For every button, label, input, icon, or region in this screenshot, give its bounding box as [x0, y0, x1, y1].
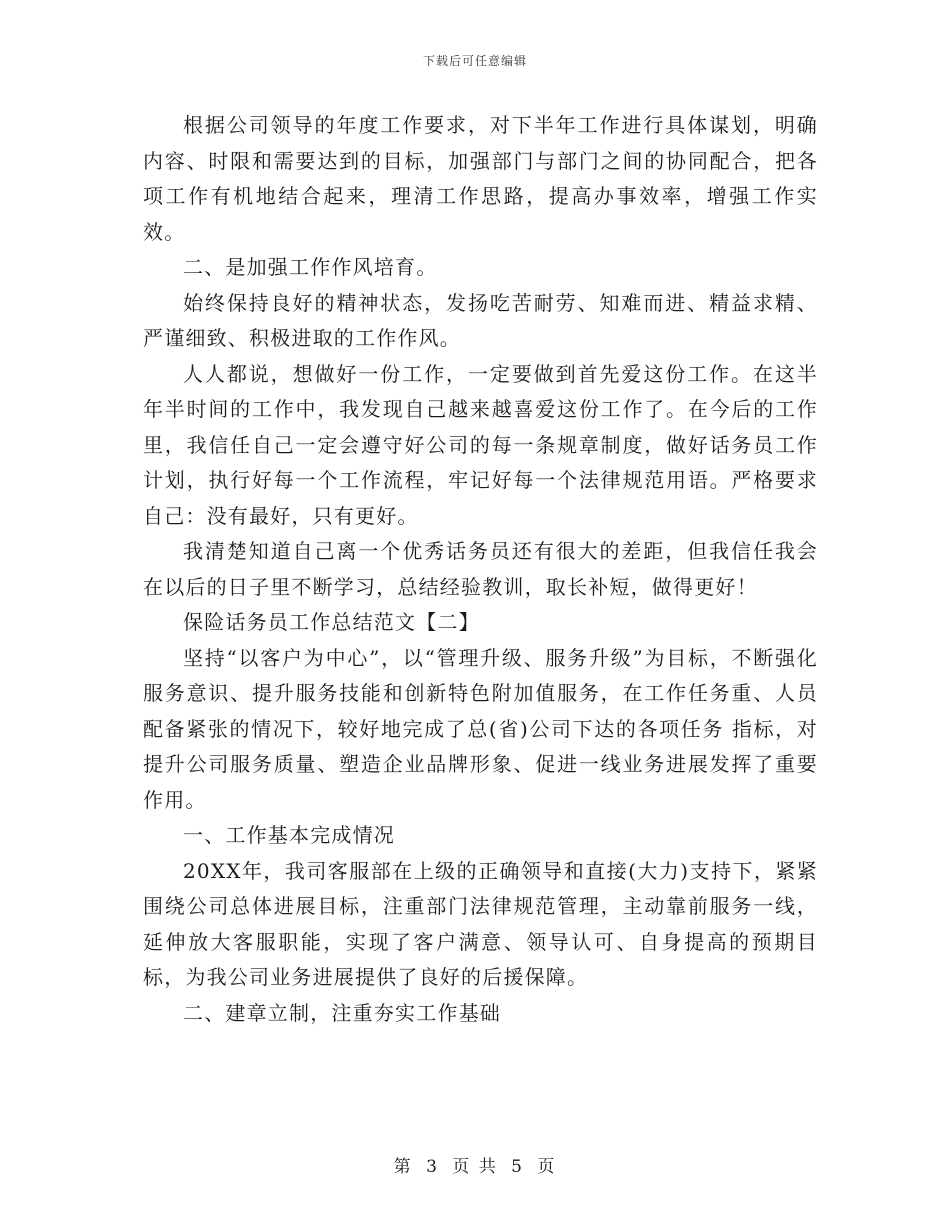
- page-suffix: 页: [537, 1157, 557, 1177]
- page-total-number: 5: [511, 1157, 524, 1177]
- paragraph: 始终保持良好的精神状态，发扬吃苦耐劳、知难而进、精益求精、严谨细致、积极进取的工作作风。: [143, 290, 818, 350]
- paragraph: 坚持“以客户为中心”，以“管理升级、服务升级”为目标，不断强化服务意识、提升服务技能和创新特色附加值服务，在工作任务重、人员配备紧张的情况下，较好地完成了总(省)公司下达的各项任务 指标，对提升公司服务质量、塑造企业品牌形象、促进一线业务进展发挥了重要作用。: [143, 645, 818, 812]
- document-body: [143, 108, 818, 1031]
- section-heading: 二、是加强工作作风培育。: [183, 255, 438, 279]
- page-current-number: 3: [426, 1157, 439, 1177]
- section-heading: 一、工作基本完成情况: [183, 823, 395, 847]
- page-prefix: 第: [393, 1157, 413, 1177]
- section-heading: 二、建章立制，注重夯实工作基础: [183, 1000, 501, 1025]
- page-mid-text: 页 共: [452, 1157, 498, 1177]
- page-footer: [0, 1152, 950, 1177]
- article-title: 保险话务员工作总结范文【二】: [183, 610, 480, 634]
- header-note: 下载后可任意编辑: [422, 54, 527, 68]
- paragraph: 20XX年，我司客服部在上级的正确领导和直接(大力)支持下，紧紧围绕公司总体进展目标，注重部门法律规范管理，主动靠前服务一线，延伸放大客服职能，实现了客户满意、领导认可、自身提高的预期目标，为我公司业务进展提供了良好的后援保障。: [143, 858, 818, 989]
- paragraph: 根据公司领导的年度工作要求，对下半年工作进行具体谋划，明确内容、时限和需要达到的目标，加强部门与部门之间的协同配合，把各项工作有机地结合起来，理清工作思路，提高办事效率，增强工作实效。: [143, 113, 818, 244]
- paragraph: 人人都说，想做好一份工作，一定要做到首先爱这份工作。在这半年半时间的工作中，我发现自己越来越喜爱这份工作了。在今后的工作里，我信任自己一定会遵守好公司的每一条规章制度，做好话务员工作计划，执行好每一个工作流程，牢记好每一个法律规范用语。严格要求自己：没有最好，只有更好。: [143, 361, 818, 528]
- paragraph: 我清楚知道自己离一个优秀话务员还有很大的差距，但我信任我会在以后的日子里不断学习，总结经验教训，取长补短，做得更好！: [143, 539, 818, 599]
